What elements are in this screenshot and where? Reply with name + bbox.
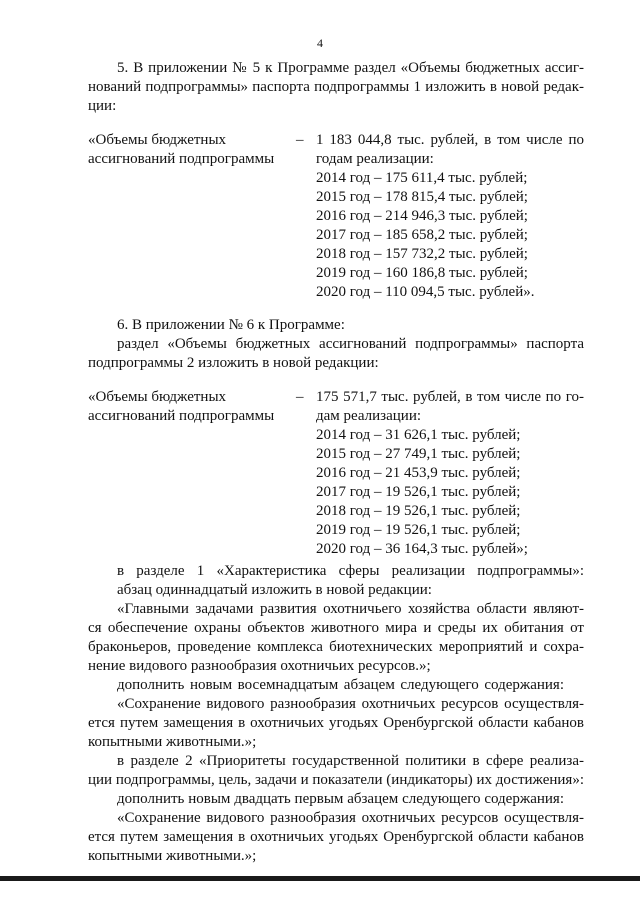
body-line-2: абзац одиннадцатый изложить в новой редакции: xyxy=(117,582,432,598)
body-line-10: копытными животными.»; xyxy=(88,734,257,750)
block1-year-2014: 2014 год – 175 611,4 тыс. рублей; xyxy=(316,170,528,186)
block1-year-2019: 2019 год – 160 186,8 тыс. рублей; xyxy=(316,265,528,281)
body-line-16: копытными животными.»; xyxy=(88,848,257,864)
block2-year-2015: 2015 год – 27 749,1 тыс. рублей; xyxy=(316,446,521,462)
block1-dash: – xyxy=(296,132,304,148)
body-line-5: браконьеров, проведение комплекса биотехнических мероприятий и сохра- xyxy=(88,639,584,655)
body-line-14: «Сохранение видового разнообразия охотничьих ресурсов осуществля- xyxy=(117,810,584,826)
body-line-12: ции подпрограммы, цель, задачи и показатели (индикаторы) их достижения»: xyxy=(88,772,584,788)
page-number: 4 xyxy=(317,36,323,50)
body-line-11: в разделе 2 «Приоритеты государственной политики в сфере реализа- xyxy=(117,753,584,769)
block1-year-2016: 2016 год – 214 946,3 тыс. рублей; xyxy=(316,208,528,224)
p5-line-2: нований подпрограммы» паспорта подпрограммы 1 изложить в новой редак- xyxy=(88,79,584,95)
body-line-15: ется путем замещения в охотничьих угодьях Оренбургской области кабанов xyxy=(88,829,584,845)
body-line-4: ся обеспечение охраны объектов животного мира и среды их обитания от xyxy=(88,620,584,636)
block2-dash: – xyxy=(296,389,304,405)
block2-label-1: «Объемы бюджетных xyxy=(88,389,227,405)
body-line-1: в разделе 1 «Характеристика сферы реализации подпрограммы»: xyxy=(117,563,584,579)
body-line-3: «Главными задачами развития охотничьего хозяйства области являют- xyxy=(117,601,584,617)
block1-year-2018: 2018 год – 157 732,2 тыс. рублей; xyxy=(316,246,528,262)
body-line-13: дополнить новым двадцать первым абзацем следующего содержания: xyxy=(117,791,564,807)
block2-year-2014: 2014 год – 31 626,1 тыс. рублей; xyxy=(316,427,521,443)
body-line-8: «Сохранение видового разнообразия охотничьих ресурсов осуществля- xyxy=(117,696,584,712)
block1-year-2020: 2020 год – 110 094,5 тыс. рублей». xyxy=(316,284,535,300)
block2-year-2017: 2017 год – 19 526,1 тыс. рублей; xyxy=(316,484,521,500)
block1-value-2: годам реализации: xyxy=(316,151,434,167)
block2-label-2: ассигнований подпрограммы xyxy=(88,408,275,424)
block2-year-2019: 2019 год – 19 526,1 тыс. рублей; xyxy=(316,522,521,538)
p6-line-1: 6. В приложении № 6 к Программе: xyxy=(117,317,345,333)
block1-label-1: «Объемы бюджетных xyxy=(88,132,227,148)
block2-year-2018: 2018 год – 19 526,1 тыс. рублей; xyxy=(316,503,521,519)
p6-line-2: раздел «Объемы бюджетных ассигнований подпрограммы» паспорта xyxy=(117,336,584,352)
block2-value-1: 175 571,7 тыс. рублей, в том числе по го- xyxy=(316,389,584,405)
block2-year-2016: 2016 год – 21 453,9 тыс. рублей; xyxy=(316,465,521,481)
p6-line-3: подпрограммы 2 изложить в новой редакции: xyxy=(88,355,379,371)
block2-value-2: дам реализации: xyxy=(316,408,422,424)
bottom-rule xyxy=(0,876,640,881)
block1-year-2015: 2015 год – 178 815,4 тыс. рублей; xyxy=(316,189,528,205)
body-line-6: нение видового разнообразия охотничьих ресурсов.»; xyxy=(88,658,431,674)
body-line-9: ется путем замещения в охотничьих угодьях Оренбургской области кабанов xyxy=(88,715,584,731)
body-line-7: дополнить новым восемнадцатым абзацем следующего содержания: xyxy=(117,677,564,693)
p5-line-3: ции: xyxy=(88,98,117,114)
block1-year-2017: 2017 год – 185 658,2 тыс. рублей; xyxy=(316,227,528,243)
block1-label-2: ассигнований подпрограммы xyxy=(88,151,275,167)
p5-line-1: 5. В приложении № 5 к Программе раздел «Объемы бюджетных ассиг- xyxy=(117,60,584,76)
block1-value-1: 1 183 044,8 тыс. рублей, в том числе по xyxy=(316,132,584,148)
block2-year-2020: 2020 год – 36 164,3 тыс. рублей»; xyxy=(316,541,528,557)
